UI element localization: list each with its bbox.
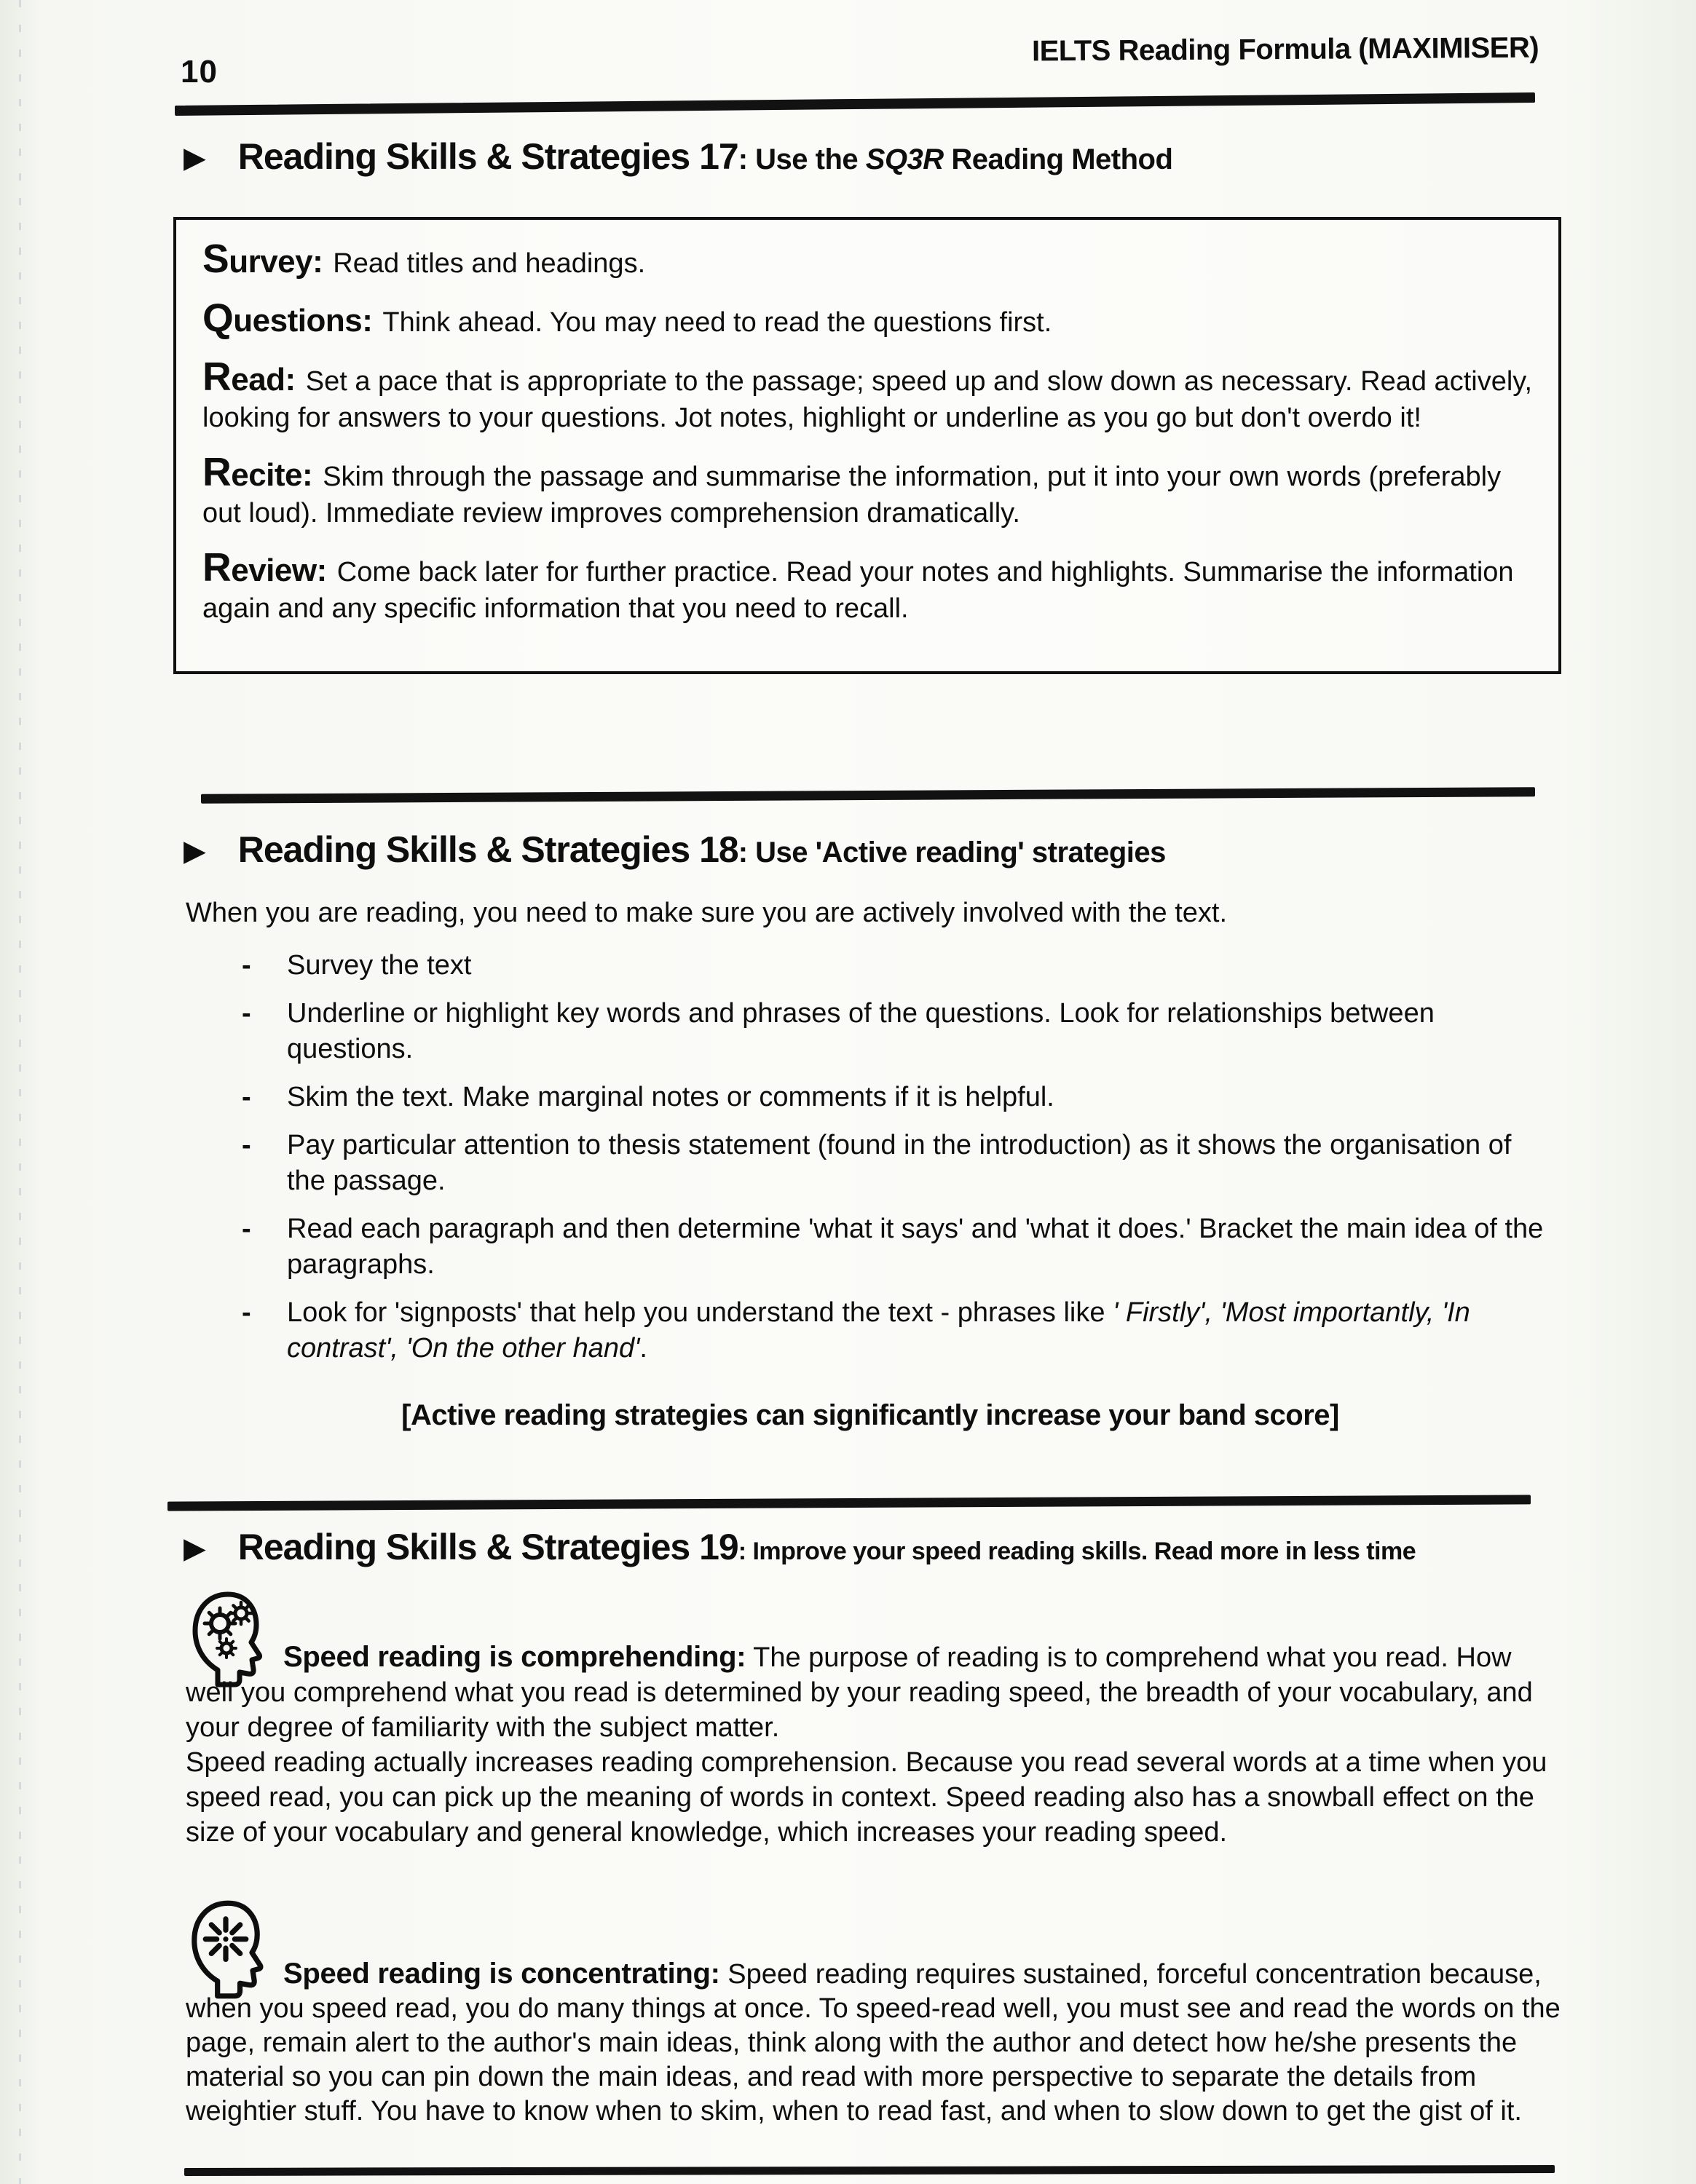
speed-reading-concentrating-block	[186, 1957, 1561, 2129]
list-item-text: Pay particular attention to thesis statement (found in the introduction) as it shows the organisation of the passage.	[287, 1130, 1512, 1196]
footer-divider	[184, 2165, 1555, 2176]
sq3r-text: Read titles and headings.	[333, 248, 646, 279]
comprehending-label: Speed reading is comprehending:	[283, 1641, 746, 1673]
list-item	[242, 1295, 1553, 1366]
sq3r-text: Set a pace that is appropriate to the passage; speed up and slow down as necessary. Read actively, looking for answers to your questions. Jot notes, highlight or underline as you go but don't overdo it!	[202, 366, 1533, 433]
sq3r-item-read	[202, 354, 1533, 436]
book-title-header: IELTS Reading Formula (MAXIMISER)	[1031, 31, 1539, 68]
section-divider	[201, 787, 1535, 804]
dash-bullet-icon: -	[242, 1297, 251, 1328]
section-19-heading	[184, 1526, 1416, 1568]
section-18-subtitle: : Use 'Active reading' strategies	[738, 836, 1166, 869]
list-item	[242, 1080, 1553, 1115]
sq3r-box	[173, 217, 1561, 674]
paragraph	[186, 1957, 1561, 2129]
scan-edge-artifact	[19, 0, 21, 2184]
paragraph-text: The purpose of reading is to comprehend what you read. How well you comprehend what you read is determined by your reading speed, the breadth of your vocabulary, and your degree of familiarity with the subject matter.	[186, 1642, 1533, 1743]
sq3r-item-recite	[202, 449, 1532, 531]
section-17-subtitle: : Use the SQ3R Reading Method	[738, 143, 1173, 175]
list-item-text: Look for 'signposts' that help you understand the text - phrases like ' Firstly', 'Most importantly, 'In contrast', 'On the other hand'.	[287, 1297, 1470, 1364]
active-reading-list	[242, 948, 1553, 1379]
dash-bullet-icon: -	[242, 1214, 251, 1244]
sq3r-label: Recite:	[202, 449, 313, 494]
sq3r-item-survey	[202, 236, 1532, 282]
section-divider	[167, 1495, 1531, 1511]
list-item	[242, 948, 1553, 984]
list-item-text: Read each paragraph and then determine 'what it says' and 'what it does.' Bracket the main idea of the paragraphs.	[287, 1214, 1544, 1280]
active-reading-intro: When you are reading, you need to make sure you are actively involved with the text.	[186, 898, 1228, 928]
section-18-heading	[184, 828, 1166, 871]
sq3r-item-review	[202, 545, 1532, 627]
section-19-subtitle: : Improve your speed reading skills. Read more in less time	[738, 1538, 1416, 1565]
triangle-bullet-icon: ▶	[184, 142, 206, 174]
paragraph-text: Speed reading requires sustained, forceful concentration because, when you speed read, you do many things at once. To speed-read well, you must see and read the words on the page, remain alert to the author's main ideas, think along with the author and detect how he/she presents the material so you can pin down the main ideas, and read with more perspective to separate the details from weightier stuff. You have to know when to skim, when to read fast, and when to slow down to get the gist of it.	[186, 1959, 1561, 2126]
sq3r-italic: SQ3R	[865, 143, 944, 175]
signpost-phrases-italic: ' Firstly', 'Most importantly, 'In contrast', 'On the other hand'	[287, 1297, 1470, 1364]
sq3r-label: Survey:	[202, 236, 323, 281]
sq3r-text: Come back later for further practice. Read your notes and highlights. Summarise the information again and any specific information that you need to recall.	[202, 557, 1514, 624]
concentrating-label: Speed reading is concentrating:	[283, 1958, 720, 1990]
list-item-text: Survey the text	[287, 950, 472, 981]
list-item-text: Skim the text. Make marginal notes or comments if it is helpful.	[287, 1082, 1054, 1112]
section-17-title: Reading Skills & Strategies 17	[237, 136, 738, 177]
list-item	[242, 1211, 1553, 1283]
paragraph: Speed reading actually increases reading comprehension. Because you read several words at a time when you speed read, you can pick up the meaning of words in context. Speed reading also has a snowball effect on the size of your vocabulary and general knowledge, which increases your reading speed.	[186, 1747, 1547, 1848]
sq3r-label: Questions:	[202, 295, 373, 340]
sq3r-label: Read:	[202, 354, 296, 399]
triangle-bullet-icon: ▶	[184, 835, 206, 867]
sq3r-label: Review:	[202, 545, 327, 590]
speed-reading-comprehending-block	[186, 1639, 1556, 1850]
dash-bullet-icon: -	[242, 950, 251, 981]
triangle-bullet-icon: ▶	[184, 1532, 206, 1564]
sq3r-text: Think ahead. You may need to read the questions first.	[382, 307, 1052, 338]
sq3r-item-questions	[202, 295, 1532, 341]
list-item-text: Underline or highlight key words and phrases of the questions. Look for relationships between questions.	[287, 998, 1435, 1064]
dash-bullet-icon: -	[242, 1130, 251, 1160]
section-18-title: Reading Skills & Strategies 18	[237, 829, 738, 870]
dash-bullet-icon: -	[242, 1082, 251, 1112]
sq3r-text: Skim through the passage and summarise the information, put it into your own words (preferably out loud). Immediate review improves comprehension dramatically.	[202, 462, 1502, 529]
list-item	[242, 1128, 1553, 1199]
band-score-note: [Active reading strategies can significantly increase your band score]	[401, 1399, 1339, 1431]
section-19-title: Reading Skills & Strategies 19	[237, 1527, 738, 1567]
section-17-heading	[184, 135, 1172, 178]
page-number: 10	[181, 54, 218, 90]
list-item	[242, 996, 1553, 1067]
dash-bullet-icon: -	[242, 998, 251, 1029]
header-divider	[175, 92, 1535, 116]
paragraph	[186, 1639, 1556, 1745]
